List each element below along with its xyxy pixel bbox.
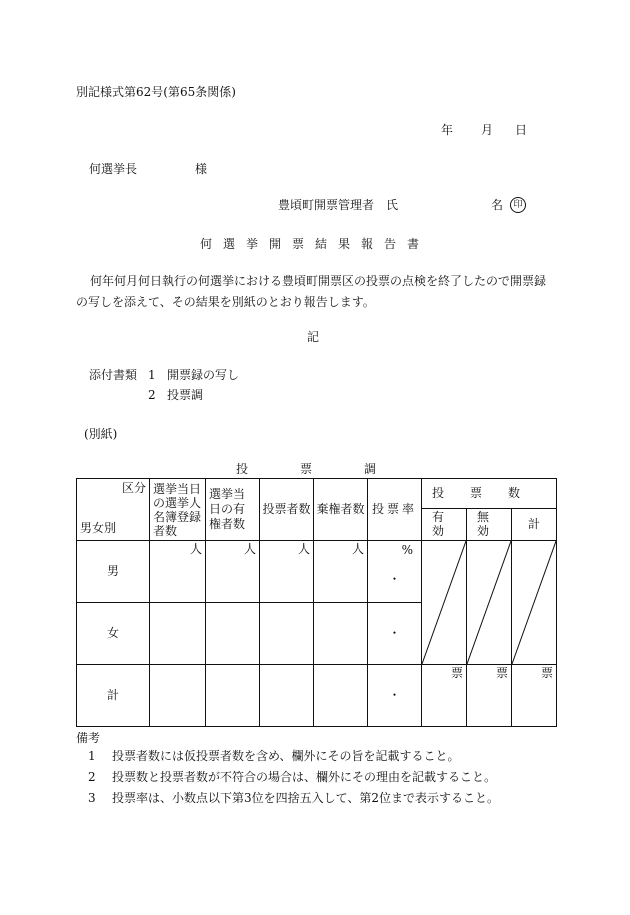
header-valid: 有効 (422, 509, 467, 541)
reporter-mei: 名 (491, 198, 504, 212)
header-vote-count-group: 投票数 (422, 479, 557, 509)
attachment-number: 2 (148, 388, 156, 402)
female-eligible-cell (206, 603, 260, 665)
note-item (76, 767, 499, 788)
date-year-label: 年 (441, 123, 454, 137)
header-eligible-cell (206, 479, 260, 541)
total-abstainers-cell (314, 665, 368, 727)
decimal-point: ・ (388, 572, 401, 586)
valid-votes-struck-cell (422, 541, 467, 665)
male-voters-unit: 人 (260, 541, 314, 603)
row-label-total: 計 (77, 665, 150, 727)
annex-label: (別紙) (84, 427, 118, 441)
header-voters: 投票者数 (260, 479, 314, 541)
note-item (76, 788, 499, 809)
male-registered-unit: 人 (150, 541, 206, 603)
note-text: 投票者数には仮投票者数を含め、欄外にその旨を記載すること。 (112, 749, 460, 763)
notes-label: 備考 (76, 731, 101, 745)
male-eligible-unit: 人 (206, 541, 260, 603)
note-text: 投票率は、小数点以下第3位を四捨五入して、第2位まで表示すること。 (112, 791, 500, 805)
total-eligible-cell (206, 665, 260, 727)
header-abstainers: 棄権者数 (314, 479, 368, 541)
female-registered-cell (150, 603, 206, 665)
reporter-role: 豊頃町開票管理者 (278, 198, 375, 212)
female-abstainers-cell (314, 603, 368, 665)
decimal-point: ・ (368, 603, 422, 665)
note-text: 投票数と投票者数が不符合の場合は、欄外にその理由を記載すること。 (112, 770, 497, 784)
row-label-male: 男 (77, 541, 150, 603)
notes-list (76, 746, 499, 809)
attachment-number: 1 (148, 368, 156, 382)
invalid-votes-struck-cell (467, 541, 512, 665)
note-item (76, 746, 499, 767)
diagonal-strike (512, 541, 556, 664)
reporter-shi: 氏 (386, 198, 399, 212)
addressee-honorific: 様 (195, 162, 208, 176)
ki-label: 記 (307, 330, 320, 344)
header-registered: 選挙当日の選挙人名簿登録者数 (153, 481, 202, 538)
body-paragraph: 何年何月何日執行の何選挙における豊頃町開票区の投票の点検を終了したので開票録の写しを添えて、その結果を別紙のとおり報告します。 (76, 274, 547, 309)
header-invalid: 無効 (467, 509, 512, 541)
row-label-female: 女 (77, 603, 150, 665)
total-votes-unit: 票 (512, 665, 557, 727)
diagonal-strike (467, 541, 511, 664)
valid-votes-unit: 票 (422, 665, 467, 727)
seal-mark: 印 (510, 197, 526, 213)
decimal-point: ・ (368, 665, 422, 727)
total-votes-struck-cell (512, 541, 557, 665)
attachment-text: 開票録の写し (167, 368, 240, 382)
table-title: 投票調 (236, 462, 429, 476)
addressee-name: 何選挙長 (89, 162, 138, 176)
diagonal-strike (422, 541, 466, 664)
note-number: 1 (88, 749, 96, 763)
header-total-votes: 計 (512, 509, 557, 541)
corner-header-gender: 男女別 (80, 521, 117, 536)
percent-unit: % (401, 543, 413, 557)
note-number: 3 (88, 791, 96, 805)
vote-survey-table (76, 478, 557, 727)
invalid-votes-unit: 票 (467, 665, 512, 727)
header-turnout-rate: 投票率 (368, 479, 422, 541)
date-day-label: 日 (515, 123, 528, 137)
header-eligible: 選挙当日の有権者数 (209, 487, 246, 531)
header-registered-cell (150, 479, 206, 541)
male-rate-cell (368, 541, 422, 603)
corner-header-category: 区分 (121, 481, 146, 495)
attachment-text: 投票調 (167, 388, 204, 402)
female-voters-cell (260, 603, 314, 665)
total-voters-cell (260, 665, 314, 727)
note-number: 2 (88, 770, 96, 784)
male-abstainers-unit: 人 (314, 541, 368, 603)
total-registered-cell (150, 665, 206, 727)
corner-header-cell (77, 479, 150, 541)
attachments-label: 添付書類 (89, 368, 138, 382)
date-month-label: 月 (481, 123, 494, 137)
form-number: 別記様式第62号(第65条関係) (76, 85, 236, 99)
document-title: 何選挙開票結果報告書 (200, 237, 431, 251)
